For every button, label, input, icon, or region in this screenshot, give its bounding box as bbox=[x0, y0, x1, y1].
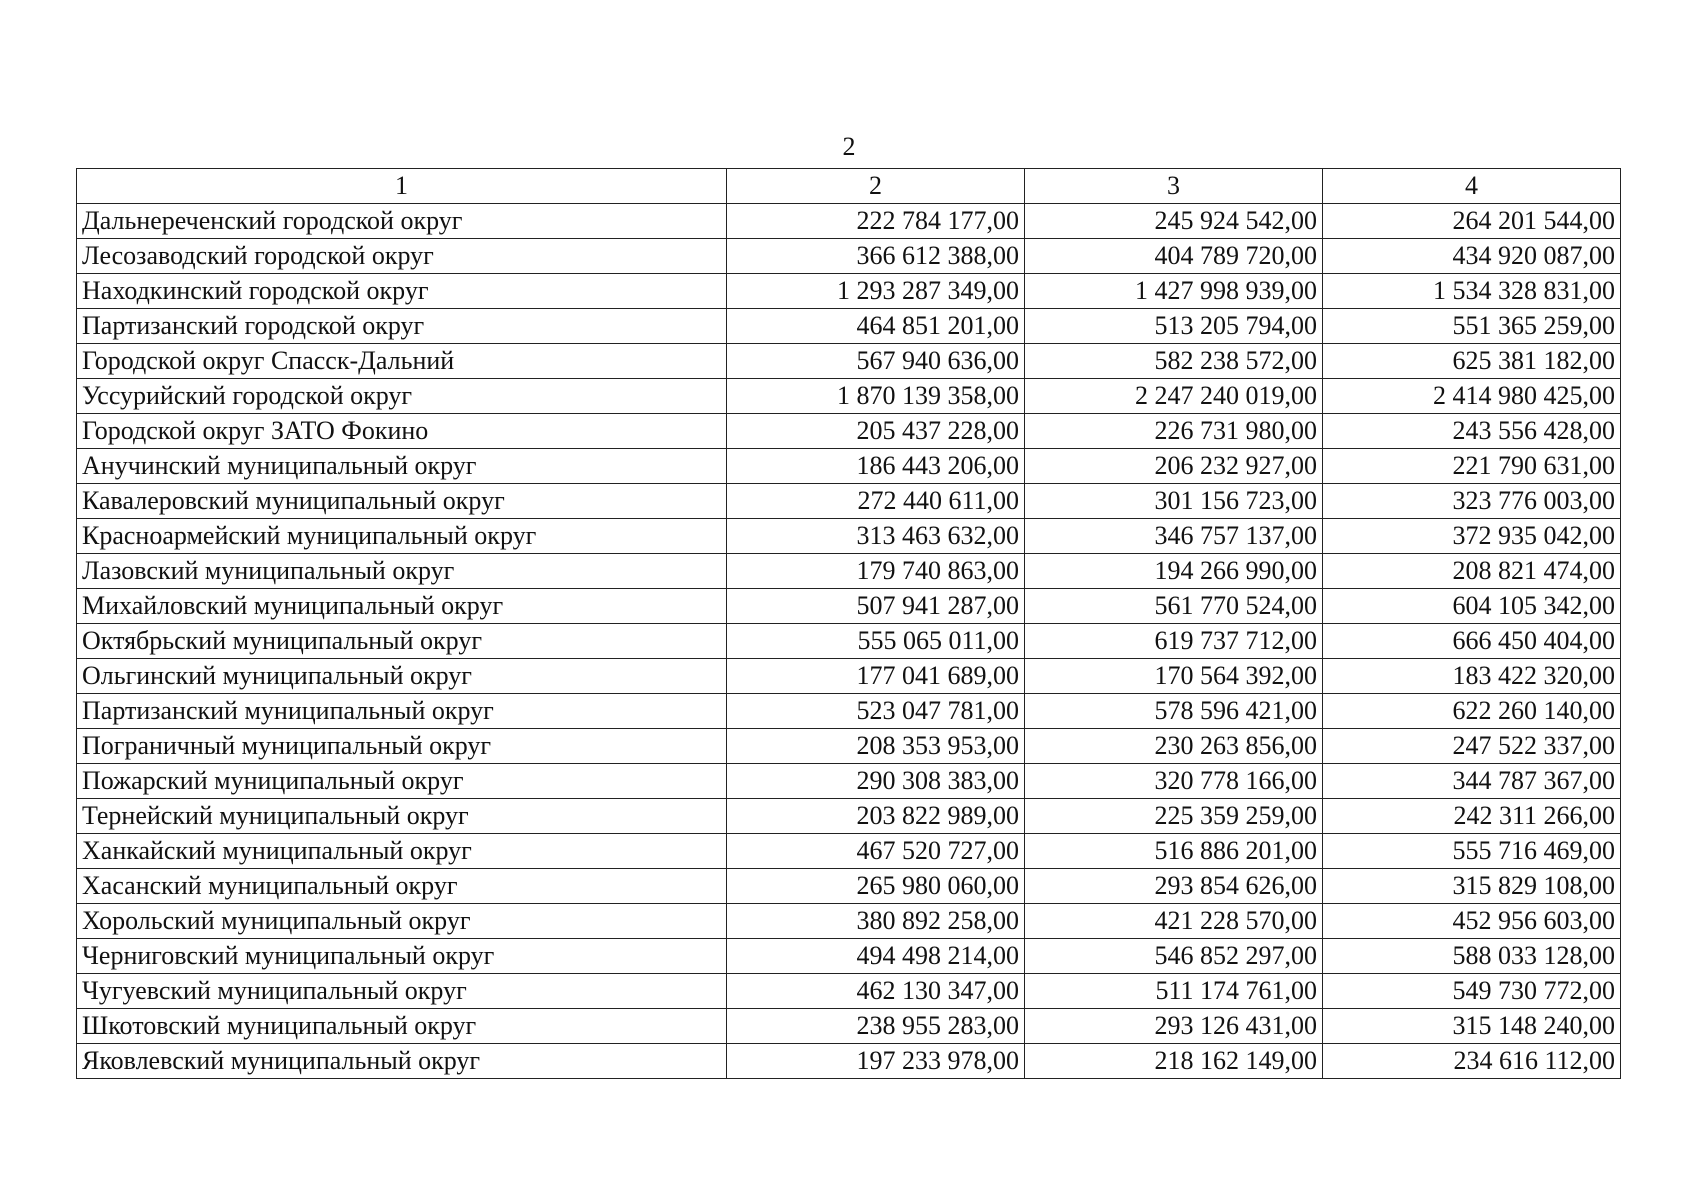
table-row bbox=[77, 309, 1621, 344]
value-col2-cell: 203 822 989,00 bbox=[727, 799, 1025, 834]
value-col3-cell: 516 886 201,00 bbox=[1025, 834, 1323, 869]
value-col3-cell: 561 770 524,00 bbox=[1025, 589, 1323, 624]
table-row bbox=[77, 589, 1621, 624]
value-col4-cell: 221 790 631,00 bbox=[1323, 449, 1621, 484]
value-col2-cell: 197 233 978,00 bbox=[727, 1044, 1025, 1079]
district-name-cell: Городской округ ЗАТО Фокино bbox=[77, 414, 727, 449]
value-col4-cell: 372 935 042,00 bbox=[1323, 519, 1621, 554]
value-col4-cell: 625 381 182,00 bbox=[1323, 344, 1621, 379]
value-col2-cell: 222 784 177,00 bbox=[727, 204, 1025, 239]
table-row bbox=[77, 974, 1621, 1009]
district-name-cell: Пожарский муниципальный округ bbox=[77, 764, 727, 799]
table-row bbox=[77, 204, 1621, 239]
table-row bbox=[77, 799, 1621, 834]
value-col3-cell: 513 205 794,00 bbox=[1025, 309, 1323, 344]
header-row bbox=[77, 169, 1621, 204]
table-row bbox=[77, 414, 1621, 449]
value-col4-cell: 622 260 140,00 bbox=[1323, 694, 1621, 729]
value-col3-cell: 320 778 166,00 bbox=[1025, 764, 1323, 799]
column-header-1: 1 bbox=[77, 169, 727, 204]
table-row bbox=[77, 729, 1621, 764]
value-col3-cell: 421 228 570,00 bbox=[1025, 904, 1323, 939]
value-col4-cell: 452 956 603,00 bbox=[1323, 904, 1621, 939]
table-header bbox=[77, 169, 1621, 204]
value-col2-cell: 494 498 214,00 bbox=[727, 939, 1025, 974]
table-row bbox=[77, 379, 1621, 414]
value-col2-cell: 1 293 287 349,00 bbox=[727, 274, 1025, 309]
value-col3-cell: 301 156 723,00 bbox=[1025, 484, 1323, 519]
value-col3-cell: 2 247 240 019,00 bbox=[1025, 379, 1323, 414]
value-col4-cell: 247 522 337,00 bbox=[1323, 729, 1621, 764]
table-row bbox=[77, 939, 1621, 974]
table-row bbox=[77, 904, 1621, 939]
district-name-cell: Анучинский муниципальный округ bbox=[77, 449, 727, 484]
value-col2-cell: 523 047 781,00 bbox=[727, 694, 1025, 729]
value-col3-cell: 218 162 149,00 bbox=[1025, 1044, 1323, 1079]
value-col4-cell: 264 201 544,00 bbox=[1323, 204, 1621, 239]
value-col3-cell: 226 731 980,00 bbox=[1025, 414, 1323, 449]
value-col3-cell: 346 757 137,00 bbox=[1025, 519, 1323, 554]
district-name-cell: Тернейский муниципальный округ bbox=[77, 799, 727, 834]
value-col4-cell: 234 616 112,00 bbox=[1323, 1044, 1621, 1079]
value-col2-cell: 208 353 953,00 bbox=[727, 729, 1025, 764]
value-col3-cell: 194 266 990,00 bbox=[1025, 554, 1323, 589]
value-col2-cell: 238 955 283,00 bbox=[727, 1009, 1025, 1044]
district-name-cell: Красноармейский муниципальный округ bbox=[77, 519, 727, 554]
value-col3-cell: 225 359 259,00 bbox=[1025, 799, 1323, 834]
value-col4-cell: 555 716 469,00 bbox=[1323, 834, 1621, 869]
table-body bbox=[77, 204, 1621, 1079]
value-col3-cell: 578 596 421,00 bbox=[1025, 694, 1323, 729]
value-col2-cell: 205 437 228,00 bbox=[727, 414, 1025, 449]
district-name-cell: Хорольский муниципальный округ bbox=[77, 904, 727, 939]
value-col3-cell: 293 126 431,00 bbox=[1025, 1009, 1323, 1044]
value-col4-cell: 183 422 320,00 bbox=[1323, 659, 1621, 694]
column-header-4: 4 bbox=[1323, 169, 1621, 204]
value-col2-cell: 186 443 206,00 bbox=[727, 449, 1025, 484]
value-col4-cell: 549 730 772,00 bbox=[1323, 974, 1621, 1009]
district-name-cell: Шкотовский муниципальный округ bbox=[77, 1009, 727, 1044]
table-row bbox=[77, 869, 1621, 904]
value-col4-cell: 1 534 328 831,00 bbox=[1323, 274, 1621, 309]
value-col4-cell: 242 311 266,00 bbox=[1323, 799, 1621, 834]
value-col2-cell: 272 440 611,00 bbox=[727, 484, 1025, 519]
district-name-cell: Дальнереченский городской округ bbox=[77, 204, 727, 239]
value-col2-cell: 555 065 011,00 bbox=[727, 624, 1025, 659]
table-row bbox=[77, 1009, 1621, 1044]
district-name-cell: Лесозаводский городской округ bbox=[77, 239, 727, 274]
value-col4-cell: 323 776 003,00 bbox=[1323, 484, 1621, 519]
value-col3-cell: 511 174 761,00 bbox=[1025, 974, 1323, 1009]
district-name-cell: Михайловский муниципальный округ bbox=[77, 589, 727, 624]
value-col3-cell: 293 854 626,00 bbox=[1025, 869, 1323, 904]
page-number: 2 bbox=[842, 132, 856, 161]
column-header-2: 2 bbox=[727, 169, 1025, 204]
district-name-cell: Октябрьский муниципальный округ bbox=[77, 624, 727, 659]
table-row bbox=[77, 344, 1621, 379]
value-col4-cell: 344 787 367,00 bbox=[1323, 764, 1621, 799]
table-row bbox=[77, 659, 1621, 694]
value-col4-cell: 666 450 404,00 bbox=[1323, 624, 1621, 659]
district-name-cell: Хасанский муниципальный округ bbox=[77, 869, 727, 904]
value-col3-cell: 170 564 392,00 bbox=[1025, 659, 1323, 694]
district-name-cell: Лазовский муниципальный округ bbox=[77, 554, 727, 589]
value-col2-cell: 462 130 347,00 bbox=[727, 974, 1025, 1009]
district-name-cell: Пограничный муниципальный округ bbox=[77, 729, 727, 764]
district-name-cell: Ольгинский муниципальный округ bbox=[77, 659, 727, 694]
district-name-cell: Городской округ Спасск-Дальний bbox=[77, 344, 727, 379]
value-col3-cell: 206 232 927,00 bbox=[1025, 449, 1323, 484]
value-col4-cell: 604 105 342,00 bbox=[1323, 589, 1621, 624]
value-col2-cell: 313 463 632,00 bbox=[727, 519, 1025, 554]
table-row bbox=[77, 834, 1621, 869]
value-col2-cell: 507 941 287,00 bbox=[727, 589, 1025, 624]
value-col3-cell: 582 238 572,00 bbox=[1025, 344, 1323, 379]
value-col4-cell: 315 829 108,00 bbox=[1323, 869, 1621, 904]
value-col4-cell: 208 821 474,00 bbox=[1323, 554, 1621, 589]
value-col4-cell: 315 148 240,00 bbox=[1323, 1009, 1621, 1044]
district-name-cell: Ханкайский муниципальный округ bbox=[77, 834, 727, 869]
district-name-cell: Яковлевский муниципальный округ bbox=[77, 1044, 727, 1079]
table-row bbox=[77, 239, 1621, 274]
value-col3-cell: 619 737 712,00 bbox=[1025, 624, 1323, 659]
table-row bbox=[77, 764, 1621, 799]
district-name-cell: Находкинский городской округ bbox=[77, 274, 727, 309]
district-name-cell: Чугуевский муниципальный округ bbox=[77, 974, 727, 1009]
table-row bbox=[77, 274, 1621, 309]
value-col3-cell: 546 852 297,00 bbox=[1025, 939, 1323, 974]
value-col2-cell: 177 041 689,00 bbox=[727, 659, 1025, 694]
value-col4-cell: 588 033 128,00 bbox=[1323, 939, 1621, 974]
table-row bbox=[77, 624, 1621, 659]
value-col2-cell: 179 740 863,00 bbox=[727, 554, 1025, 589]
value-col3-cell: 404 789 720,00 bbox=[1025, 239, 1323, 274]
value-col3-cell: 245 924 542,00 bbox=[1025, 204, 1323, 239]
value-col2-cell: 366 612 388,00 bbox=[727, 239, 1025, 274]
value-col4-cell: 434 920 087,00 bbox=[1323, 239, 1621, 274]
table-row bbox=[77, 1044, 1621, 1079]
district-name-cell: Черниговский муниципальный округ bbox=[77, 939, 727, 974]
value-col4-cell: 551 365 259,00 bbox=[1323, 309, 1621, 344]
value-col2-cell: 464 851 201,00 bbox=[727, 309, 1025, 344]
table-row bbox=[77, 554, 1621, 589]
budget-table bbox=[76, 168, 1621, 1079]
district-name-cell: Партизанский городской округ bbox=[77, 309, 727, 344]
value-col2-cell: 467 520 727,00 bbox=[727, 834, 1025, 869]
value-col2-cell: 567 940 636,00 bbox=[727, 344, 1025, 379]
value-col2-cell: 265 980 060,00 bbox=[727, 869, 1025, 904]
value-col4-cell: 243 556 428,00 bbox=[1323, 414, 1621, 449]
value-col3-cell: 230 263 856,00 bbox=[1025, 729, 1323, 764]
column-header-3: 3 bbox=[1025, 169, 1323, 204]
value-col2-cell: 1 870 139 358,00 bbox=[727, 379, 1025, 414]
table-row bbox=[77, 519, 1621, 554]
district-name-cell: Уссурийский городской округ bbox=[77, 379, 727, 414]
table-row bbox=[77, 449, 1621, 484]
value-col3-cell: 1 427 998 939,00 bbox=[1025, 274, 1323, 309]
district-name-cell: Партизанский муниципальный округ bbox=[77, 694, 727, 729]
district-name-cell: Кавалеровский муниципальный округ bbox=[77, 484, 727, 519]
value-col2-cell: 290 308 383,00 bbox=[727, 764, 1025, 799]
value-col2-cell: 380 892 258,00 bbox=[727, 904, 1025, 939]
table-row bbox=[77, 484, 1621, 519]
value-col4-cell: 2 414 980 425,00 bbox=[1323, 379, 1621, 414]
table-row bbox=[77, 694, 1621, 729]
